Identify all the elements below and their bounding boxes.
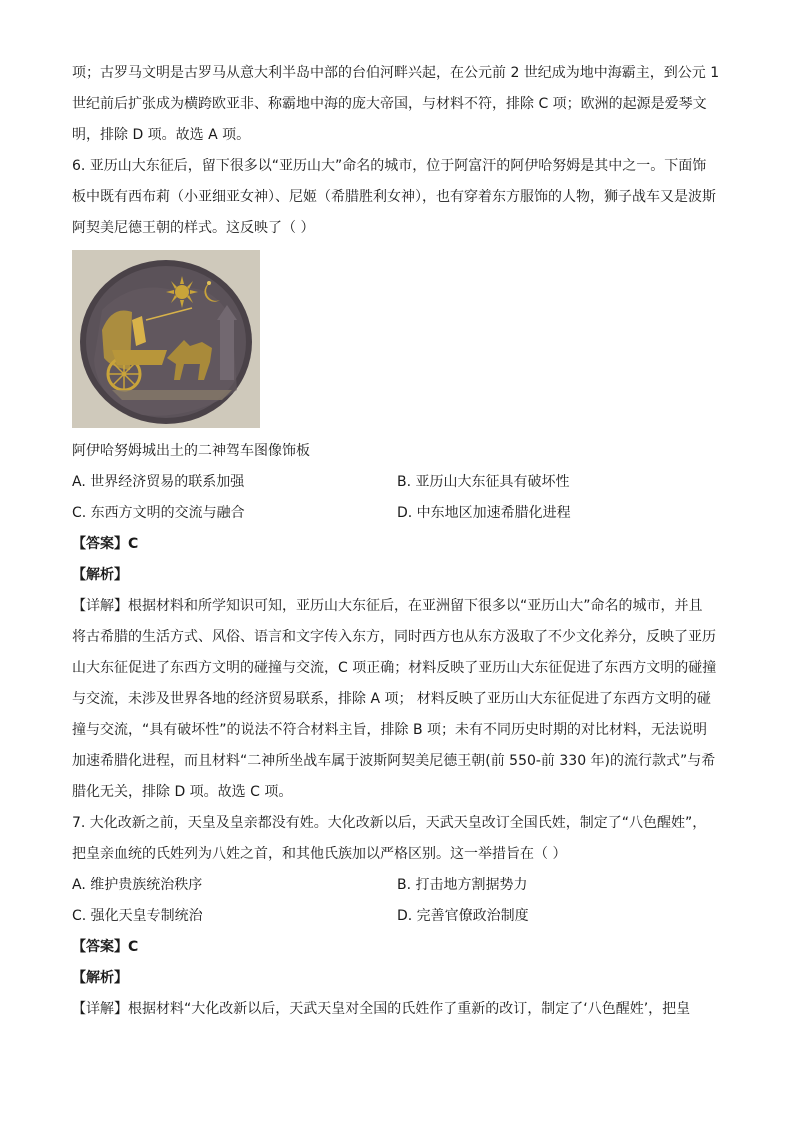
detail-line: 山大东征促进了东西方文明的碰撞与交流，C 项正确；材料反映了亚历山大东征促进了东西方文明的碰撞 bbox=[72, 660, 717, 676]
detail-line: 【详解】根据材料和所学知识可知，亚历山大东征后，在亚洲留下很多以“亚历山大”命名的城市，并且 bbox=[72, 598, 703, 614]
options-row bbox=[72, 467, 724, 498]
prev-explanation-line: 明，排除 D 项。故选 A 项。 bbox=[72, 127, 251, 143]
detail-line: 将古希腊的生活方式、风俗、语言和文字传入东方，同时西方也从东方汲取了不少文化养分，反映了亚历 bbox=[72, 629, 716, 645]
option-d: D. 完善官僚政治制度 bbox=[397, 908, 529, 924]
plaque-illustration bbox=[72, 250, 260, 428]
option-b: B. 亚历山大东征具有破坏性 bbox=[397, 474, 570, 490]
options-row bbox=[72, 870, 724, 901]
answer-label: 【答案】C bbox=[72, 536, 139, 552]
option-c: C. 东西方文明的交流与融合 bbox=[72, 505, 245, 521]
question-7-stem: 7. 大化改新之前，天皇及皇亲都没有姓。大化改新以后，天武天皇改订全国氏姓，制定了“八色醒姓”， bbox=[72, 815, 707, 831]
question-7-stem: 把皇亲血统的氏姓列为八姓之首，和其他氏族加以严格区别。这一举措旨在（ ） bbox=[72, 846, 567, 862]
document-page bbox=[72, 58, 724, 1025]
answer-label: 【答案】C bbox=[72, 939, 139, 955]
detail-line: 【详解】根据材料“大化改新以后，天武天皇对全国的氏姓作了重新的改订，制定了‘八色醒姓’，把皇 bbox=[72, 1001, 691, 1017]
detail-line: 撞与交流，“具有破坏性”的说法不符合材料主旨，排除 B 项；未有不同历史时期的对比材料，无法说明 bbox=[72, 722, 708, 738]
detail-line: 加速希腊化进程，而且材料“二神所坐战车属于波斯阿契美尼德王朝(前 550-前 330 年)的流行款式”与希 bbox=[72, 753, 716, 769]
prev-explanation-line: 项；古罗马文明是古罗马从意大利半岛中部的台伯河畔兴起，在公元前 2 世纪成为地中海霸主，到公元 1 bbox=[72, 65, 720, 81]
option-a: A. 维护贵族统治秩序 bbox=[72, 877, 203, 893]
option-b: B. 打击地方割据势力 bbox=[397, 877, 528, 893]
detail-line: 与交流，未涉及世界各地的经济贸易联系，排除 A 项； 材料反映了亚历山大东征促进了东西方文明的碰 bbox=[72, 691, 711, 707]
option-d: D. 中东地区加速希腊化进程 bbox=[397, 505, 571, 521]
option-c: C. 强化天皇专制统治 bbox=[72, 908, 203, 924]
question-6-stem: 6. 亚历山大东征后，留下很多以“亚历山大”命名的城市，位于阿富汗的阿伊哈努姆是其中之一。下面饰 bbox=[72, 158, 707, 174]
options-row bbox=[72, 901, 724, 932]
analysis-label: 【解析】 bbox=[72, 970, 128, 986]
question-6-stem: 板中既有西布莉（小亚细亚女神）、尼姬（希腊胜利女神），也有穿着东方服饰的人物，狮子战车又是波斯 bbox=[72, 189, 716, 205]
prev-explanation-line: 世纪前后扩张成为横跨欧亚非、称霸地中海的庞大帝国，与材料不符，排除 C 项；欧洲的起源是爱琴文 bbox=[72, 96, 707, 112]
figure-caption: 阿伊哈努姆城出土的二神驾车图像饰板 bbox=[72, 443, 310, 459]
options-row bbox=[72, 498, 724, 529]
analysis-label: 【解析】 bbox=[72, 567, 128, 583]
detail-line: 腊化无关，排除 D 项。故选 C 项。 bbox=[72, 784, 293, 800]
option-a: A. 世界经济贸易的联系加强 bbox=[72, 474, 245, 490]
question-6-stem: 阿契美尼德王朝的样式。这反映了（ ） bbox=[72, 220, 315, 236]
plaque-photo bbox=[72, 250, 260, 428]
